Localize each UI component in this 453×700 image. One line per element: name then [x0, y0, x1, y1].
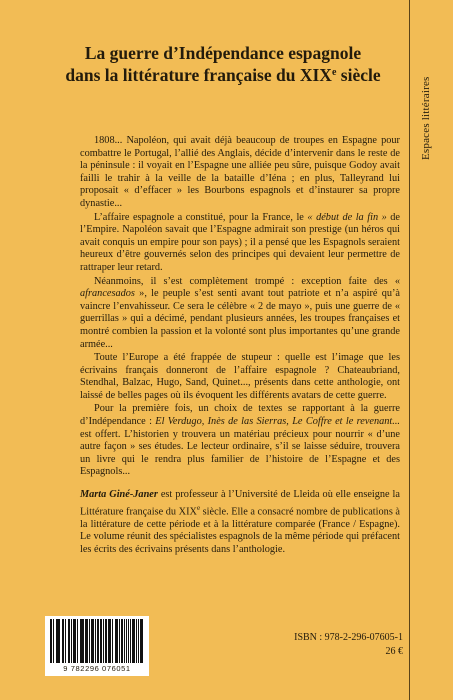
barcode-bar: [51, 619, 52, 663]
barcode: [45, 616, 149, 676]
paragraph-5: Pour la première fois, un choix de textes se rapportant à la guerre d’Indépendance : El Verdugo, Inès de las Sierras, Le Coffre et le revenant... est offert. L’historien y trouvera un matériau précieux pour nourrir « d’une autre façon » ses études. Le lecteur ordinaire, s’il se laisse séduire, trouvera un livre qui le rendra plus familier de l’histoire de l’Espagne et des Espagnols...: [80, 403, 401, 478]
isbn-block: [294, 631, 403, 659]
barcode-bars: [50, 619, 144, 663]
barcode-bar: [136, 619, 137, 663]
book-title: [44, 42, 402, 86]
barcode-bar: [130, 619, 131, 663]
price: 26 €: [385, 646, 403, 657]
title-line-2: dans la littérature française du XIXe siècle: [65, 65, 381, 85]
barcode-bar: [128, 619, 129, 663]
barcode-bar: [100, 619, 102, 663]
barcode-bar: [58, 619, 60, 663]
barcode-bar: [69, 619, 70, 663]
barcode-bar: [92, 619, 93, 663]
paragraph-4: Toute l’Europe a été frappée de stupeur : quelle est l’image que les écrivains français donneront de l’affaire espagnole ? Chateaubriand, Stendhal, Balzac, Hugo, Sand, Quinet..., présents dans cette anthologie, ont laissé de belles pages où ils évoquent les différents avatars de cette guerre.: [80, 352, 400, 401]
isbn-number: ISBN : 978-2-296-07605-1: [294, 632, 403, 643]
barcode-bar: [71, 619, 72, 663]
paragraph-3: Néanmoins, il s’est complètement trompé : exception faite des « afrancesados », le peuple s’est senti avant tout patriote et n’a aspiré qu’à vaincre l’envahisseur. Ce sera le célèbre « 2 de mayo », puis une guerre de « guerrillas » qui a décimé, pendant plusieurs années, les troupes françaises et montré combien la passion et la volonté sont plus importantes qu’une grande armée...: [80, 275, 400, 350]
barcode-bar: [105, 619, 106, 663]
barcode-bar: [141, 619, 142, 663]
barcode-digits: 9 782296 076051: [63, 664, 131, 673]
barcode-bar: [134, 619, 135, 663]
barcode-bar: [119, 619, 120, 663]
paragraph-1: 1808... Napoléon, qui avait déjà beaucoup de troupes en Espagne pour combattre le Portugal, l’allié des Anglais, décide d’intervenir dans le reste de la péninsule : il voyait en l’Espagne une alliée peu sûre, puisque Godoy avait failli le trahir à la veille de la bataille d’Iéna ; en plus, Talleyrand lui proposait « d’effacer » les Bourbons espagnols et d’instaurer sa propre dynastie...: [80, 135, 400, 209]
barcode-bar: [124, 619, 125, 663]
barcode-bar: [116, 619, 118, 663]
barcode-bar: [57, 619, 58, 663]
barcode-bar: [89, 619, 90, 663]
barcode-bar: [95, 619, 96, 663]
barcode-bar: [110, 619, 111, 663]
barcode-bar: [106, 619, 107, 663]
series-label: Espaces littéraires: [420, 76, 432, 160]
author-name: Marta Giné-Janer: [80, 489, 158, 501]
back-cover-text: [80, 135, 400, 556]
spine-divider-line: [409, 0, 410, 700]
author-bio: Marta Giné-Janer est professeur à l’Université de Lleida où elle enseigne la Littérature française du XIXe siècle. Elle a consacré nombre de publications à la littérature de cette période et à la littérature comparée (France / Espagne). Le volume réunit des spécialistes espagnols de la même période qui préfacent les écrits des écrivains présents dans l’anthologie.: [80, 489, 400, 555]
barcode-bar: [112, 619, 113, 663]
barcode-bar: [53, 619, 54, 663]
barcode-bar: [65, 619, 66, 663]
barcode-bar: [82, 619, 83, 663]
title-line-1: La guerre d’Indépendance espagnole: [84, 43, 362, 63]
barcode-bar: [122, 619, 123, 663]
barcode-bar: [140, 619, 141, 663]
barcode-bar: [86, 619, 88, 663]
barcode-bar: [98, 619, 99, 663]
barcode-bar: [77, 619, 78, 663]
barcode-bar: [75, 619, 76, 663]
paragraph-2: L’affaire espagnole a constitué, pour la France, le « début de la fin » de l’Empire. Napoléon savait que l’Espagne admirait son prestige (un héros qui avait conquis un empire pour son pays) ; il a pensé que les Espagnols seraient heureux d’être gouvernés selon des principes qui devaient leur permettre de rattraper leur retard.: [80, 211, 401, 273]
barcode-bar: [63, 619, 64, 663]
barcode-bar: [81, 619, 82, 663]
